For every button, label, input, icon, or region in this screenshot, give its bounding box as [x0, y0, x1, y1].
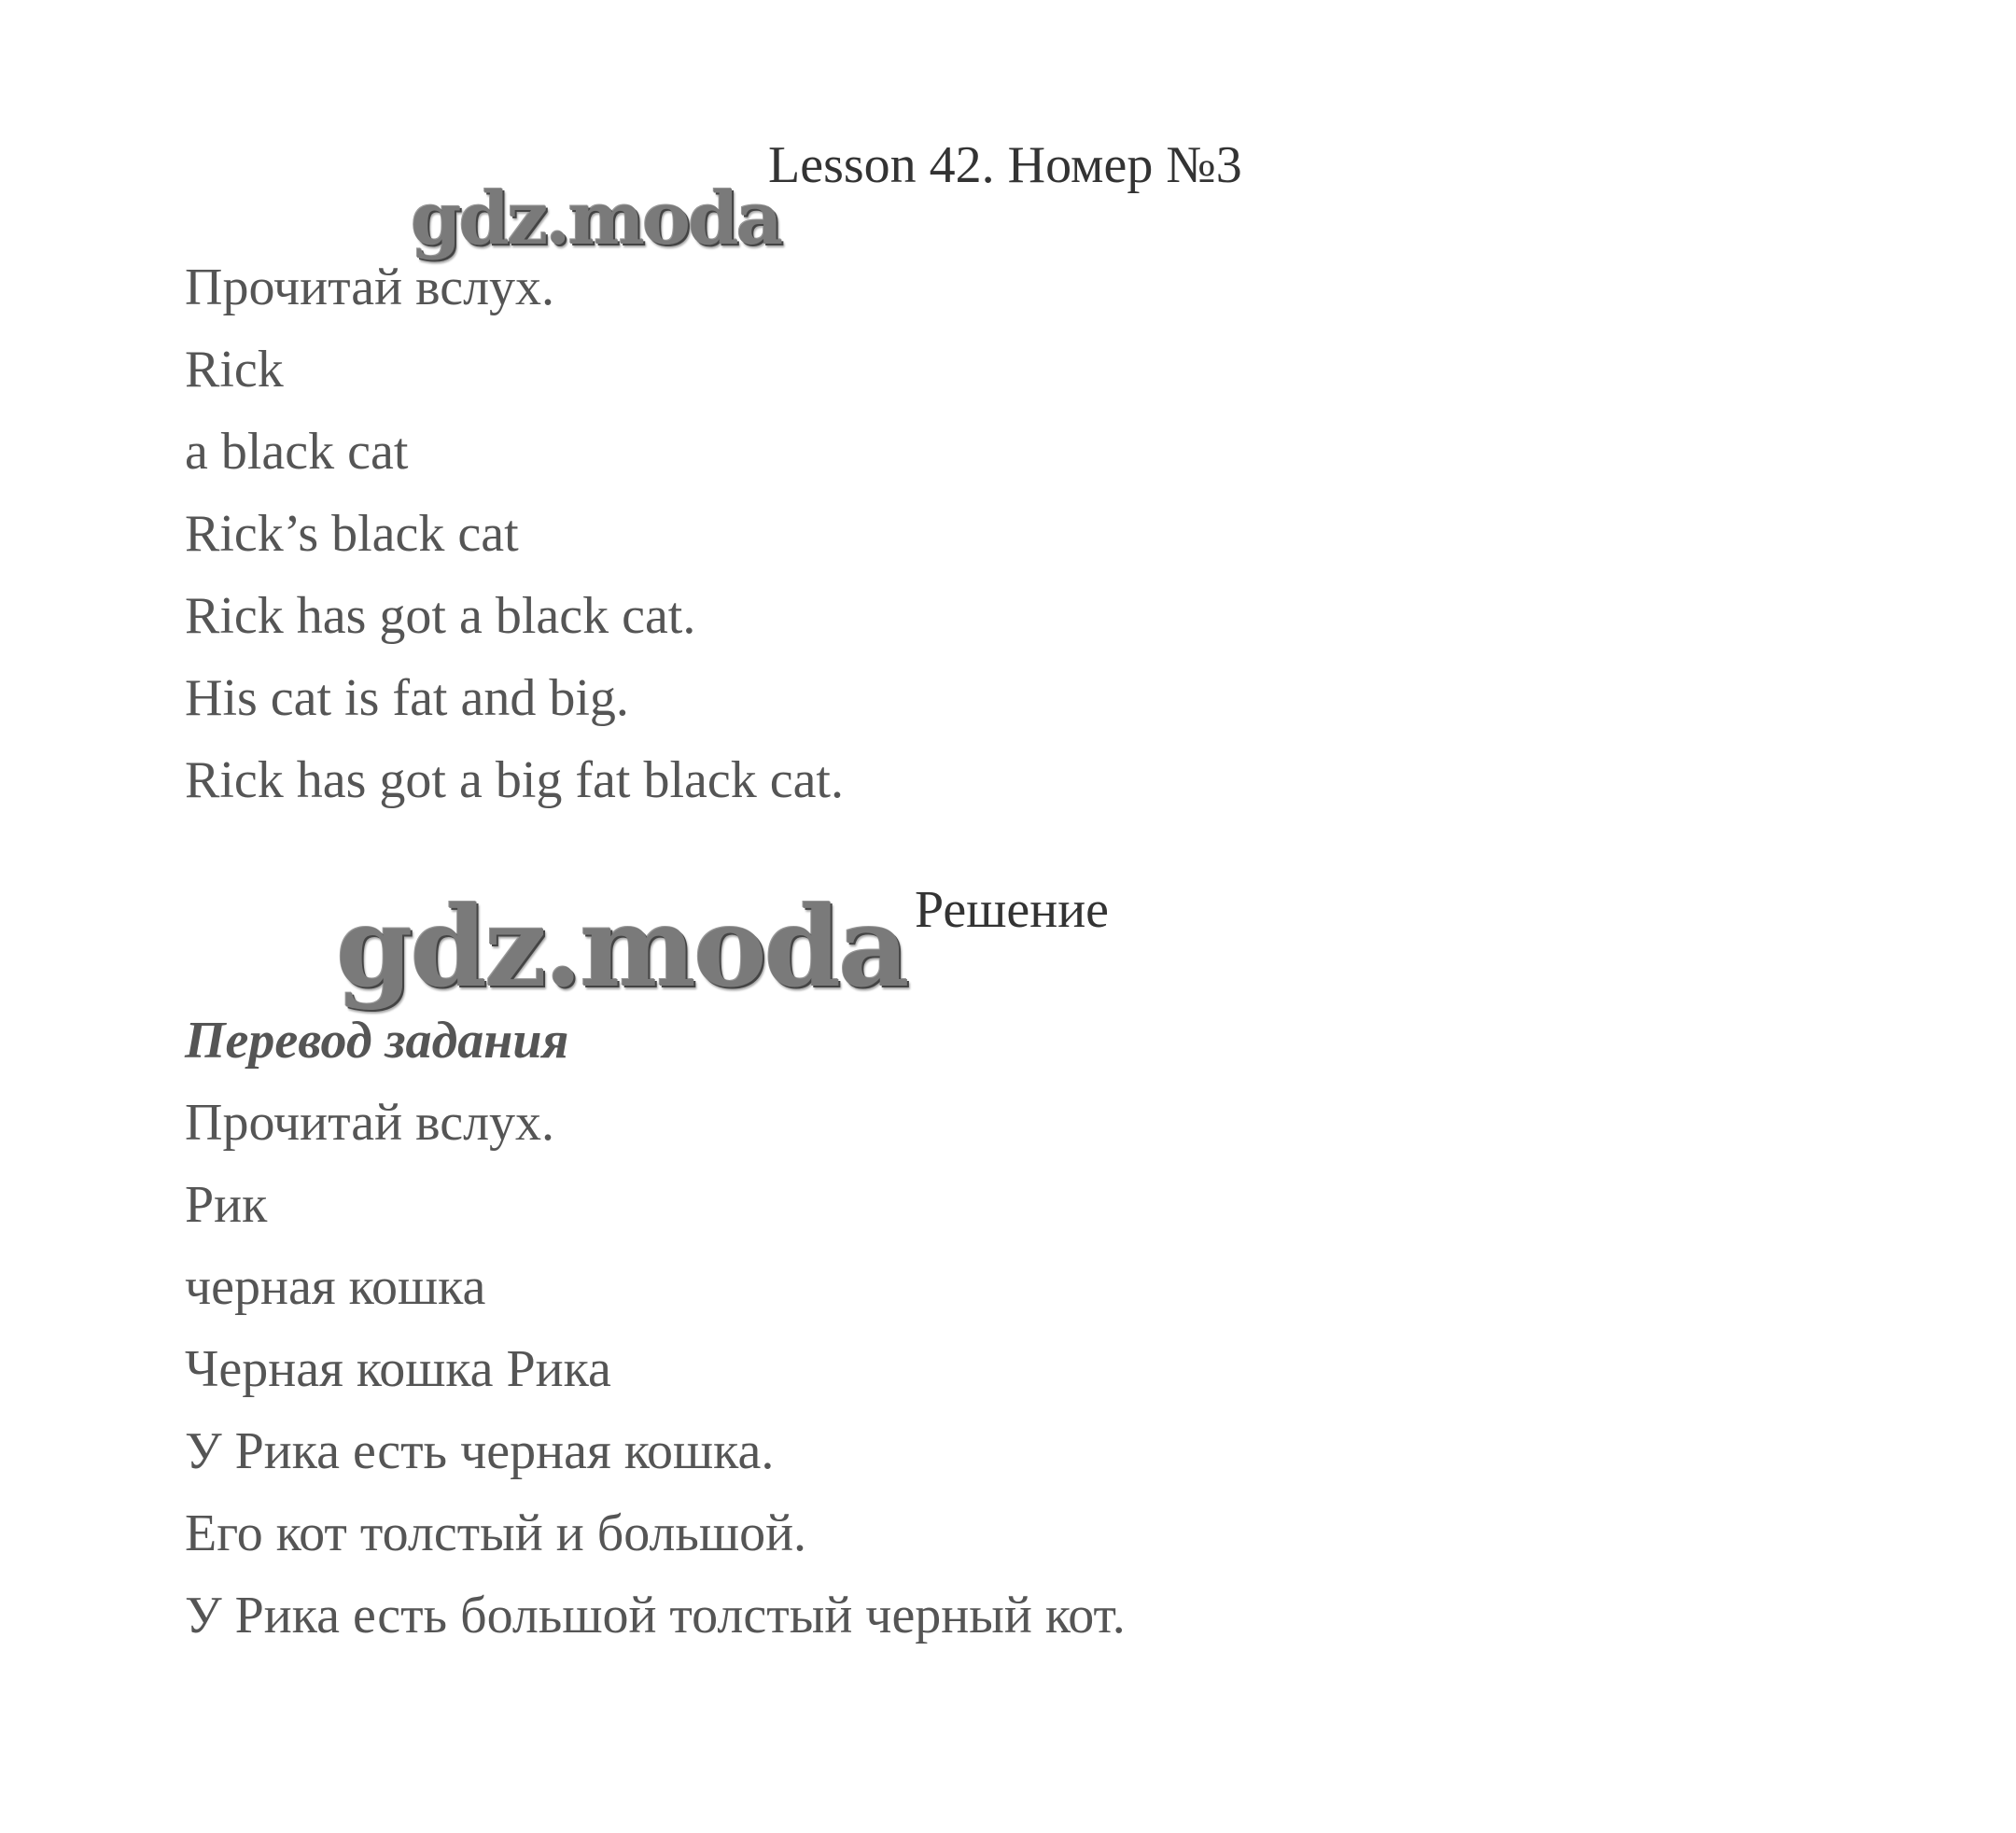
- solution-line: Прочитай вслух.: [185, 1094, 555, 1152]
- solution-line: Черная кошка Рика: [185, 1340, 611, 1398]
- solution-line: Рик: [185, 1176, 268, 1234]
- solution-heading: Перевод задания: [185, 1012, 569, 1070]
- task-line: Rick has got a black cat.: [185, 587, 696, 645]
- task-line: His cat is fat and big.: [185, 669, 629, 727]
- task-line: Rick has got a big fat black cat.: [185, 751, 844, 809]
- solution-line: У Рика есть большой толстый черный кот.: [185, 1587, 1126, 1644]
- solution-title: Решение: [915, 881, 1110, 939]
- task-line: Rick: [185, 341, 284, 399]
- task-line: a black cat: [185, 423, 409, 481]
- solution-line: черная кошка: [185, 1258, 486, 1316]
- watermark-logo: gdz.moda: [411, 176, 781, 261]
- solution-line: Его кот толстый и большой.: [185, 1504, 807, 1562]
- solution-line: У Рика есть черная кошка.: [185, 1422, 775, 1480]
- task-line: Rick’s black cat: [185, 505, 519, 563]
- task-line: Прочитай вслух.: [185, 259, 555, 316]
- watermark-logo: gdz.moda: [336, 882, 907, 1012]
- page-title: Lesson 42. Номер №3: [768, 136, 1242, 194]
